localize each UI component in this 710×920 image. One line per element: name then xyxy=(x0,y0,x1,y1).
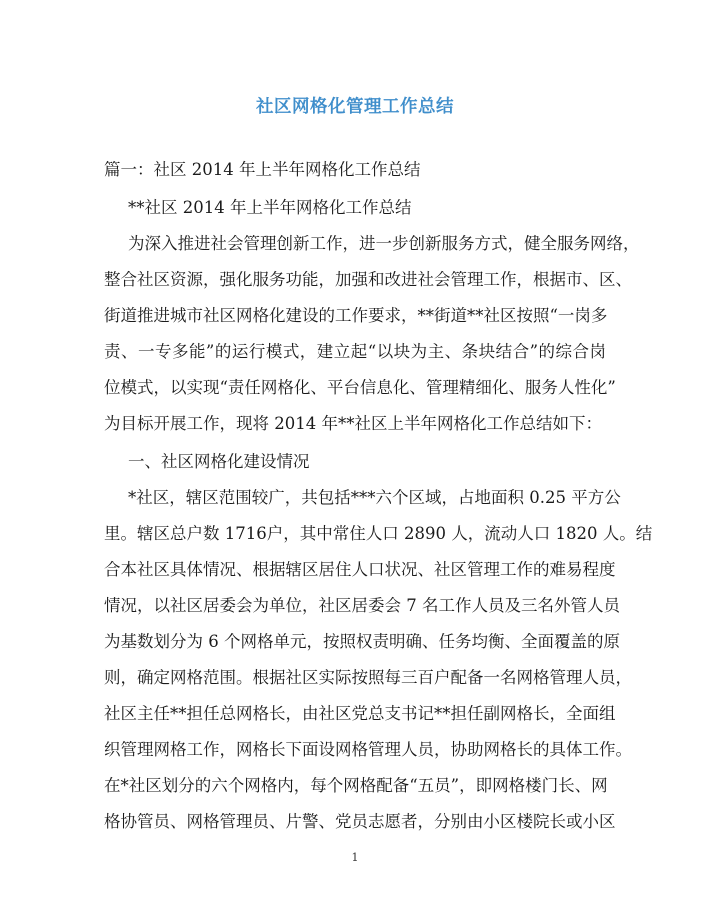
paragraph-line: 为深入推进社会管理创新工作，进一步创新服务方式，健全服务网络， xyxy=(128,234,640,253)
document-title: 社区网格化管理工作总结 xyxy=(256,97,454,117)
paragraph-line: 里。辖区总户数 1716户，其中常住人口 2890 人，流动人口 1820 人。结 xyxy=(104,524,653,543)
paragraph-line: 织管理网格工作，网格长下面设网格管理人员，协助网格长的具体工作。 xyxy=(104,740,632,759)
paragraph-line: 社区主任**担任总网格长，由社区党总支书记**担任副网格长，全面组 xyxy=(104,704,616,723)
paragraph-line: 位模式，以实现“责任网格化、平台信息化、管理精细化、服务人性化” xyxy=(104,378,616,397)
paragraph-line: 情况，以社区居委会为单位，社区居委会 7 名工作人员及三名外管人员 xyxy=(104,596,620,615)
paragraph-line: *社区，辖区范围较广，共包括***六个区域，占地面积 0.25 平方公 xyxy=(128,488,621,507)
paragraph-line: 在*社区划分的六个网格内，每个网格配备“五员”，即网格楼门长、网 xyxy=(104,776,608,795)
paragraph-line: 责、一专多能”的运行模式，建立起“以块为主、条块结合”的综合岗 xyxy=(104,342,606,361)
paragraph-line: 整合社区资源，强化服务功能，加强和改进社会管理工作，根据市、区、 xyxy=(104,270,632,289)
section-heading: 篇一：社区 2014 年上半年网格化工作总结 xyxy=(104,160,421,179)
section-heading-1: 一、社区网格化建设情况 xyxy=(128,452,310,471)
paragraph-line: 合本社区具体情况、根据辖区居住人口状况、社区管理工作的难易程度 xyxy=(104,560,616,579)
paragraph-line: 则，确定网格范围。根据社区实际按照每三百户配备一名网格管理人员， xyxy=(104,668,632,687)
document-subtitle: **社区 2014 年上半年网格化工作总结 xyxy=(128,198,412,217)
page-number: 1 xyxy=(351,851,359,864)
paragraph-line: 街道推进城市社区网格化建设的工作要求，**街道**社区按照“一岗多 xyxy=(104,306,608,325)
paragraph-line: 格协管员、网格管理员、片警、党员志愿者，分别由小区楼院长或小区 xyxy=(104,812,616,831)
paragraph-line: 为基数划分为 6 个网格单元，按照权责明确、任务均衡、全面覆盖的原 xyxy=(104,632,620,651)
paragraph-line: 为目标开展工作，现将 2014 年**社区上半年网格化工作总结如下： xyxy=(104,414,602,433)
